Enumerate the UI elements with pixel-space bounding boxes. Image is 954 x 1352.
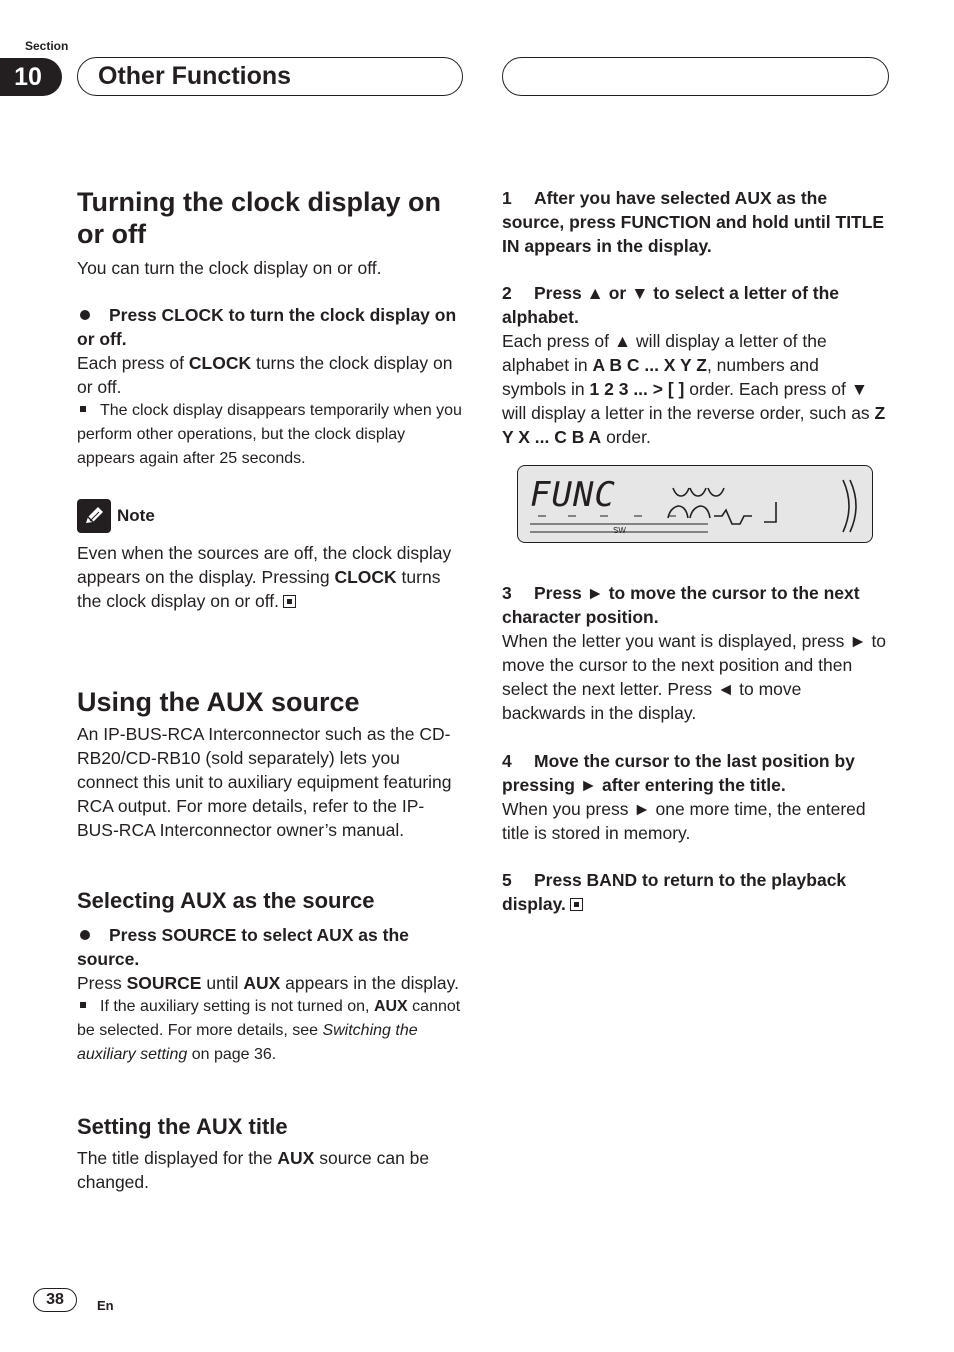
step-5: 5 Press BAND to return to the playback display. [502,870,847,914]
selecting-bullet: Press SOURCE to select AUX as the source. [77,925,409,969]
section-number: 10 [0,58,62,96]
aux-body: An IP-BUS-RCA Interconnector such as the CD-RB20/CD-RB10 (sold separately) lets you connect this unit to auxiliary equipment featuring RCA output. For more details, refer to the IP-BUS-RCA Interconnector owner’s manual. [77,724,452,840]
clock-bullet: Press CLOCK to turn the clock display on or off. [77,305,457,349]
note-text: Even when the sources are off, the clock display appears on the display. Pressing CLOCK turns the clock display on or off. [77,543,452,611]
title-body: The title displayed for the AUX source can be changed. [77,1148,430,1192]
clock-body: Each press of CLOCK turns the clock display on or off. [77,353,453,397]
right-column [502,186,887,916]
end-mark-icon [570,898,583,911]
note-header [77,499,462,533]
step-1: 1 After you have selected AUX as the source, press FUNCTION and hold until TITLE IN appears in the display. [502,188,885,256]
step-2-body: Each press of ▲ will display a letter of the alphabet in A B C ... X Y Z, numbers and symbols in 1 2 3 ... > [ ] order. Each press of ▼ will display a letter in the reverse order, such as Z Y X ... C B A order. [502,331,886,447]
selecting-body: Press SOURCE until AUX appears in the display. [77,973,459,993]
language-label: En [97,1298,114,1313]
lcd-text: FUNC [530,475,616,515]
step-2: 2 Press ▲ or ▼ to select a letter of the alphabet. [502,283,840,327]
selecting-sub: If the auxiliary setting is not turned on, AUX cannot be selected. For more details, see Switching the auxiliary setting on page 36. [77,998,461,1063]
pencil-note-icon [77,499,111,533]
square-bullet-icon [80,406,86,412]
bullet-dot-icon [80,310,90,320]
clock-intro: You can turn the clock display on or off. [77,258,382,278]
clock-heading: Turning the clock display on or off [77,187,442,249]
step-4-body: When you press ► one more time, the entered title is stored in memory. [502,799,866,843]
selecting-heading: Selecting AUX as the source [77,888,375,913]
left-column [77,186,462,1194]
step-3: 3 Press ► to move the cursor to the next character position. [502,583,860,627]
section-label: Section [25,39,69,53]
step-4: 4 Move the cursor to the last position by pressing ► after entering the title. [502,751,855,795]
step-3-body: When the letter you want is displayed, press ► to move the cursor to the next position and then select the next letter. Press ◄ to move backwards in the display. [502,631,887,723]
clock-sub: The clock display disappears temporarily when you perform other operations, but the clock display appears again after 25 seconds. [77,402,462,467]
page-number: 38 [33,1288,77,1312]
aux-heading: Using the AUX source [77,687,360,717]
title-heading: Setting the AUX title [77,1114,288,1139]
bullet-dot-icon [80,930,90,940]
lcd-display-illustration [517,465,873,543]
note-label: Note [117,506,155,525]
chapter-title: Other Functions [77,57,463,96]
header-blank-pill [502,57,889,96]
end-mark-icon [283,595,296,608]
lcd-sw-label: SW [613,526,626,535]
square-bullet-icon [80,1002,86,1008]
